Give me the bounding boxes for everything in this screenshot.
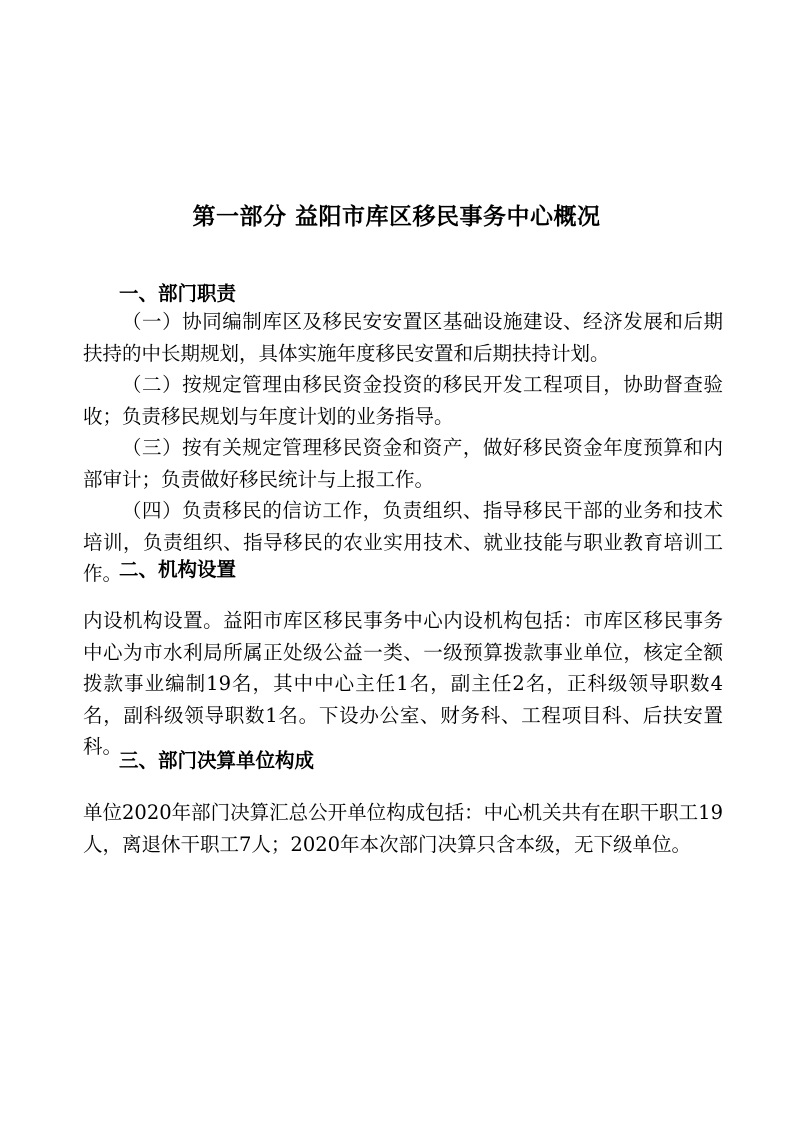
section-heading-budget-units: 三、部门决算单位构成 xyxy=(119,749,315,772)
duty-paragraph-3: （三）按有关规定管理移民资金和资产，做好移民资金年度预算和内部审计；负责做好移民统计与上报工作。 xyxy=(83,436,723,491)
section-heading-organization: 二、机构设置 xyxy=(119,558,237,581)
duty-paragraph-4: （四）负责移民的信访工作，负责组织、指导移民干部的业务和技术培训，负责组织、指导移民的农业实用技术、就业技能与职业教育培训工作。 xyxy=(83,499,723,585)
duty-paragraph-2: （二）按规定管理由移民资金投资的移民开发工程项目，协助督查验收；负责移民规划与年度计划的业务指导。 xyxy=(83,373,723,428)
section-heading-duties: 一、部门职责 xyxy=(119,282,237,305)
budget-units-paragraph: 单位2020年部门决算汇总公开单位构成包括：中心机关共有在职干职工19人，离退休干职工7人；2020年本次部门决算只含本级，无下级单位。 xyxy=(83,801,723,856)
page-title: 第一部分 益阳市库区移民事务中心概况 xyxy=(192,204,601,230)
organization-paragraph: 内设机构设置。益阳市库区移民事务中心内设机构包括：市库区移民事务中心为市水利局所属正处级公益一类、一级预算拨款事业单位，核定全额拨款事业编制19名，其中中心主任1名，副主任2名，正科级领导职数4名，副科级领导职数1名。下设办公室、财务科、工程项目科、后扶安置科。 xyxy=(83,609,723,758)
duty-paragraph-1: （一）协同编制库区及移民安安置区基础设施建设、经济发展和后期扶持的中长期规划，具体实施年度移民安置和后期扶持计划。 xyxy=(83,310,723,365)
